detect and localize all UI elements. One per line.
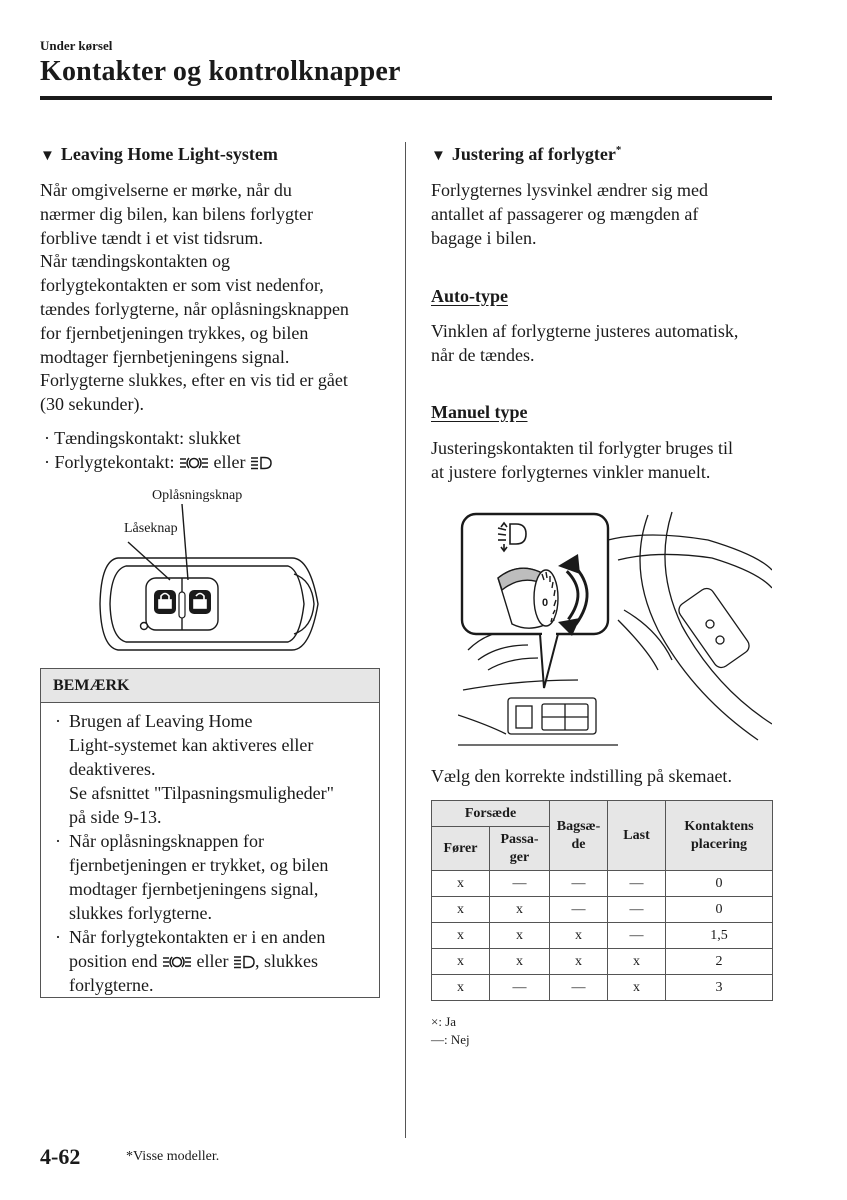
note-line: Se afsnittet "Tilpasningsmuligheder"	[69, 783, 335, 803]
table-cell: 1,5	[666, 923, 773, 949]
adjustment-heading	[431, 144, 621, 165]
note-line: Light-systemet kan aktiveres eller	[69, 735, 314, 755]
headlight-icon	[233, 955, 255, 969]
footnote: *Visse modeller.	[126, 1149, 220, 1164]
note-line: fjernbetjeningen er trykket, og bilen	[69, 855, 329, 875]
page-number: 4-62	[40, 1144, 81, 1169]
manual-type-line: Justeringskontakten til forlygter bruges til	[431, 438, 733, 458]
table-cell: 2	[666, 949, 773, 975]
table-cell: x	[432, 871, 490, 897]
load-header: Last	[608, 801, 666, 871]
headlight-icon	[250, 456, 272, 470]
table-cell: x	[432, 949, 490, 975]
table-cell: x	[550, 949, 608, 975]
ignition-condition: · Tændingskontakt: slukket	[44, 428, 241, 448]
intro-line: tændes forlygterne, når oplåsningsknappen	[40, 298, 349, 319]
intro-line: for fjernbetjeningen trykkes, og bilen	[40, 322, 309, 343]
header-line: ger	[509, 849, 530, 865]
rear-seat-header	[550, 801, 608, 871]
table-cell: 3	[666, 975, 773, 1001]
table-cell: —	[550, 897, 608, 923]
table-cell: x	[432, 897, 490, 923]
seat-load-table	[431, 800, 773, 1001]
column-divider	[405, 142, 406, 1138]
title-rule	[40, 96, 772, 100]
table-row	[432, 949, 773, 975]
table-row	[432, 923, 773, 949]
legend-no: —: Nej	[431, 1032, 470, 1047]
note-line: deaktiveres.	[69, 759, 156, 779]
note-box	[40, 668, 380, 998]
table-cell: x	[432, 923, 490, 949]
note-line: på side 9-13.	[69, 807, 162, 827]
table-row	[432, 897, 773, 923]
adjustment-intro	[431, 179, 781, 250]
intro-line: nærmer dig bilen, kan bilens forlygter	[40, 203, 313, 224]
triangle-marker-icon: ▼	[40, 148, 55, 164]
table-row	[432, 871, 773, 897]
note-item-text	[69, 829, 373, 925]
note-item	[55, 829, 373, 925]
manual-type-text	[431, 437, 781, 485]
note-body	[55, 709, 373, 997]
header-line: Passa-	[500, 831, 539, 847]
note-line-suffix: , slukkes	[254, 951, 318, 971]
dial-zero-mark: 0	[542, 597, 549, 609]
header-line: Bagsæ-	[556, 818, 601, 834]
header-line: Kontaktens	[684, 818, 754, 834]
auto-type-line: når de tændes.	[431, 344, 535, 365]
table-cell: x	[490, 949, 550, 975]
table-cell: —	[608, 923, 666, 949]
table-cell: —	[490, 975, 550, 1001]
note-line: forlygterne.	[69, 975, 154, 995]
manual-type-line: at justere forlygternes vinkler manuelt.	[431, 461, 711, 482]
auto-type-text	[431, 320, 781, 368]
switch-position-header	[666, 801, 773, 871]
table-cell: x	[608, 949, 666, 975]
note-line-prefix: position end	[69, 951, 162, 971]
note-line: Brugen af Leaving Home	[69, 711, 253, 731]
table-cell: —	[550, 871, 608, 897]
intro-line: modtager fjernbetjeningens signal.	[40, 346, 290, 367]
table-cell: 0	[666, 897, 773, 923]
parking-light-icon	[162, 955, 192, 969]
table-cell: 0	[666, 871, 773, 897]
leaving-home-heading	[40, 144, 278, 165]
header-line: placering	[691, 836, 748, 852]
leaving-home-intro	[40, 179, 390, 417]
note-item	[55, 709, 373, 829]
table-cell: —	[608, 897, 666, 923]
table-cell: —	[608, 871, 666, 897]
parking-light-icon	[179, 456, 209, 470]
intro-line: (30 sekunder).	[40, 394, 144, 415]
legend-yes: ×: Ja	[431, 1014, 457, 1029]
lock-button-label: Låseknap	[124, 521, 178, 536]
note-line: slukkes forlygterne.	[69, 903, 212, 923]
table-cell: —	[490, 871, 550, 897]
bullet-dot: ·	[55, 927, 61, 947]
intro-line: Forlygternes lysvinkel ændrer sig med	[431, 180, 708, 200]
headlight-condition	[44, 450, 272, 474]
note-line: Når forlygtekontakten er i en anden	[69, 927, 326, 947]
section-label: Under kørsel	[40, 38, 113, 53]
headlight-condition-prefix: · Forlygtekontakt:	[44, 452, 179, 472]
headlight-leveling-dial-illustration	[458, 510, 772, 760]
note-line: Når oplåsningsknappen for	[69, 831, 264, 851]
intro-line: forblive tændt i et vist tidsrum.	[40, 227, 263, 248]
page-title: Kontakter og kontrolknapper	[40, 56, 401, 87]
unlock-button-label: Oplåsningsknap	[152, 488, 243, 503]
note-header	[41, 669, 379, 703]
table-cell: x	[490, 897, 550, 923]
table-legend	[431, 1013, 470, 1049]
table-cell: x	[432, 975, 490, 1001]
header-line: de	[571, 836, 586, 852]
footnote-marker: *	[615, 144, 622, 156]
leaving-home-heading-text: Leaving Home Light-system	[60, 144, 278, 164]
bullet-dot: ·	[55, 711, 61, 731]
auto-type-heading: Auto-type	[431, 286, 508, 306]
table-row	[432, 975, 773, 1001]
note-item-text	[69, 925, 373, 997]
intro-line: Forlygterne slukkes, efter en vis tid er gået	[40, 370, 348, 391]
note-item	[55, 925, 373, 997]
intro-line: Når omgivelserne er mørke, når du	[40, 180, 292, 200]
passenger-header	[490, 827, 550, 871]
table-cell: x	[608, 975, 666, 1001]
table-caption: Vælg den korrekte indstilling på skemaet.	[431, 766, 732, 786]
note-line: modtager fjernbetjeningens signal,	[69, 879, 319, 899]
note-title: BEMÆRK	[53, 677, 130, 694]
key-fob-illustration	[96, 504, 332, 664]
triangle-marker-icon: ▼	[431, 148, 446, 164]
front-seat-header: Forsæde	[432, 801, 550, 827]
adjustment-heading-text: Justering af forlygter	[451, 144, 616, 164]
intro-line: forlygtekontakten er som vist nedenfor,	[40, 275, 324, 296]
condition-list	[44, 426, 272, 474]
intro-line: Når tændingskontakten og	[40, 251, 230, 272]
table-cell: —	[550, 975, 608, 1001]
headlight-condition-or: eller	[208, 452, 250, 472]
note-line	[69, 949, 373, 973]
table-cell: x	[550, 923, 608, 949]
note-item-text	[69, 709, 373, 829]
note-line-or: eller	[192, 951, 233, 971]
driver-header: Fører	[432, 827, 490, 871]
bullet-dot: ·	[55, 831, 61, 851]
intro-line: antallet af passagerer og mængden af	[431, 203, 699, 224]
auto-type-line: Vinklen af forlygterne justeres automatisk,	[431, 321, 739, 341]
manual-type-heading: Manuel type	[431, 402, 528, 422]
intro-line: bagage i bilen.	[431, 227, 537, 248]
table-cell: x	[490, 923, 550, 949]
